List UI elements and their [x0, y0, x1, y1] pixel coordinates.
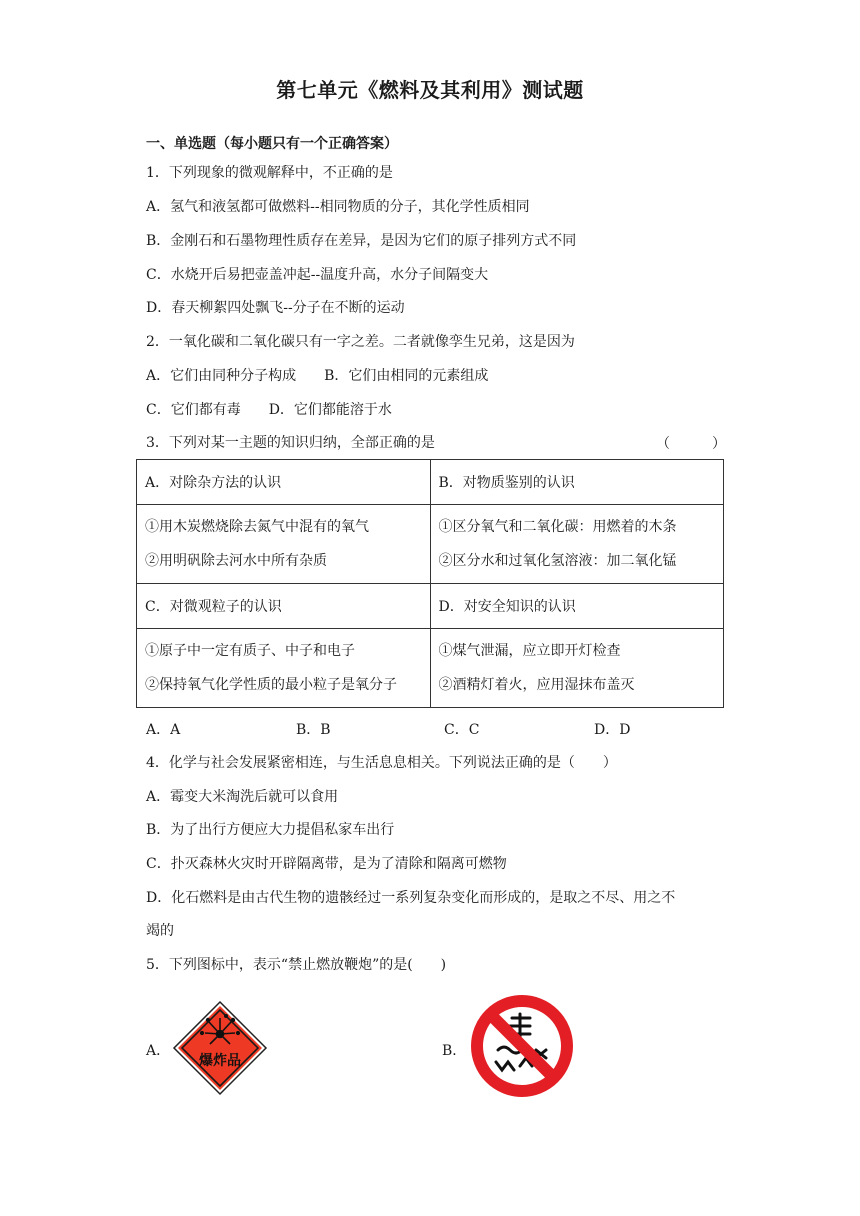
table-line: ②酒精灯着火，应用湿抹布盖灭 — [438, 677, 635, 693]
table-cell-c-body — [137, 629, 431, 708]
page-title: 第七单元《燃料及其利用》测试题 — [276, 78, 584, 102]
q1-option-d: D．春天柳絮四处飘飞--分子在不断的运动 — [146, 300, 405, 316]
q4-option-c: C．扑灭森林火灾时开辟隔离带，是为了清除和隔离可燃物 — [146, 856, 507, 872]
section-heading: 一、单选题（每小题只有一个正确答案） — [146, 136, 398, 152]
table-cell-b-body — [430, 505, 724, 584]
table-cell-b-heading: B．对物质鉴别的认识 — [430, 460, 724, 505]
q5-stem: 5．下列图标中，表示“禁止燃放鞭炮”的是( ) — [146, 957, 447, 973]
q3-option-a: A．A — [146, 722, 181, 738]
q4-option-b: B．为了出行方便应大力提倡私家车出行 — [146, 822, 395, 838]
explosive-hazard-sign — [172, 1000, 268, 1096]
q4-option-a: A．霉变大米淘洗后就可以食用 — [146, 789, 339, 805]
table-line: ①煤气泄漏，应立即开灯检查 — [438, 643, 621, 659]
q4-stem: 4．化学与社会发展紧密相连，与生活息息相关。下列说法正确的是（ ） — [146, 755, 617, 771]
q2-stem: 2．一氧化碳和二氧化碳只有一字之差。二者就像孪生兄弟，这是因为 — [146, 334, 575, 350]
q4-option-d: D．化石燃料是由古代生物的遗骸经过一系列复杂变化而形成的，是取之不尽、用之不 — [146, 890, 676, 906]
q5-label-b: B． — [442, 1043, 467, 1059]
explosive-sign-text: 爆炸品 — [199, 1053, 241, 1069]
table-line: ①用木炭燃烧除去氮气中混有的氧气 — [145, 519, 369, 535]
table-cell-c-heading: C．对微观粒子的认识 — [137, 584, 431, 629]
q3-stem: 3．下列对某一主题的知识归纳，全部正确的是 — [146, 435, 435, 451]
q4-option-d-continued: 竭的 — [146, 923, 174, 939]
answer-parenthesis: （ ） — [656, 436, 726, 452]
table-cell-a-heading: A．对除杂方法的认识 — [137, 460, 431, 505]
q3-option-d: D．D — [594, 722, 631, 738]
table-cell-d-body — [430, 629, 724, 708]
q3-option-b: B．B — [296, 722, 331, 738]
knowledge-table — [136, 459, 724, 708]
table-cell-a-body — [137, 505, 431, 584]
no-firecrackers-sign — [468, 992, 576, 1100]
q2-options-cd: C．它们都有毒 D．它们都能溶于水 — [146, 402, 392, 418]
table-line: ②用明矾除去河水中所有杂质 — [145, 553, 327, 569]
q1-option-c: C．水烧开后易把壶盖冲起--温度升高，水分子间隔变大 — [146, 267, 489, 283]
table-line: ①区分氧气和二氧化碳：用燃着的木条 — [438, 519, 677, 535]
q1-option-a: A．氢气和液氢都可做燃料--相同物质的分子，其化学性质相同 — [146, 199, 530, 215]
q1-option-b: B．金刚石和石墨物理性质存在差异，是因为它们的原子排列方式不同 — [146, 233, 577, 249]
q5-label-a: A． — [146, 1043, 171, 1059]
table-line: ②区分水和过氧化氢溶液：加二氧化锰 — [438, 553, 677, 569]
table-cell-d-heading: D．对安全知识的认识 — [430, 584, 724, 629]
q2-options-ab: A．它们由同种分子构成 B．它们由相同的元素组成 — [146, 368, 489, 384]
table-line: ②保持氧气化学性质的最小粒子是氧分子 — [145, 677, 397, 693]
q1-stem: 1．下列现象的微观解释中，不正确的是 — [146, 165, 393, 181]
q3-option-c: C．C — [444, 722, 480, 738]
table-line: ①原子中一定有质子、中子和电子 — [145, 643, 355, 659]
